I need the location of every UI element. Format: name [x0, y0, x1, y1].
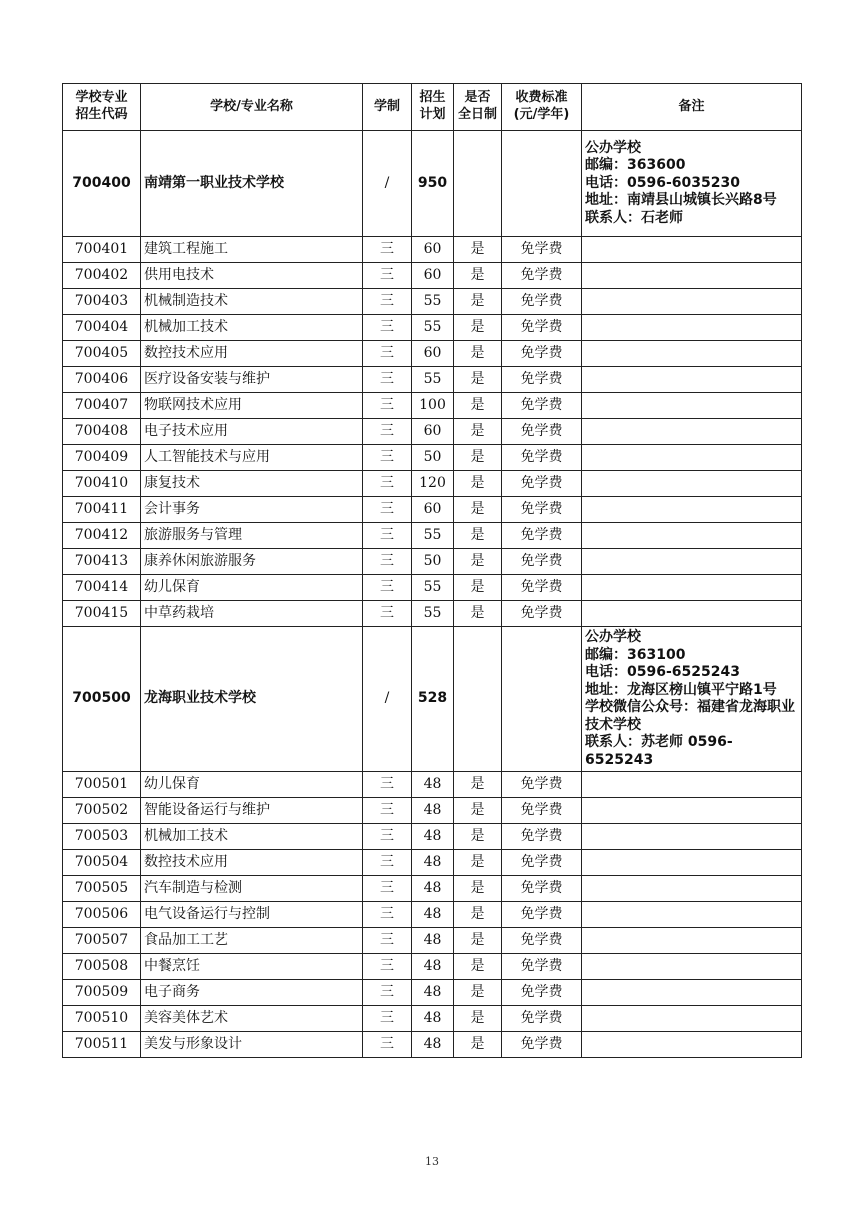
major-code: 700405 — [63, 341, 141, 367]
header-name: 学校/专业名称 — [141, 84, 363, 131]
major-remark — [582, 575, 802, 601]
major-code: 700507 — [63, 928, 141, 954]
major-plan: 55 — [412, 601, 454, 627]
major-plan: 48 — [412, 954, 454, 980]
major-fulltime: 是 — [454, 928, 502, 954]
major-name: 食品加工工艺 — [141, 928, 363, 954]
major-plan: 48 — [412, 798, 454, 824]
major-remark — [582, 824, 802, 850]
major-fee: 免学费 — [502, 575, 582, 601]
major-fee: 免学费 — [502, 1032, 582, 1058]
major-code: 700502 — [63, 798, 141, 824]
major-system: 三 — [363, 850, 412, 876]
major-name: 人工智能技术与应用 — [141, 445, 363, 471]
major-fulltime: 是 — [454, 902, 502, 928]
major-system: 三 — [363, 393, 412, 419]
major-code: 700401 — [63, 237, 141, 263]
major-code: 700403 — [63, 289, 141, 315]
major-fee: 免学费 — [502, 367, 582, 393]
major-plan: 48 — [412, 850, 454, 876]
major-name: 幼儿保育 — [141, 575, 363, 601]
major-remark — [582, 601, 802, 627]
remark-line: 地址：南靖县山城镇长兴路8号 — [585, 192, 777, 209]
major-name: 会计事务 — [141, 497, 363, 523]
major-code: 700501 — [63, 772, 141, 798]
major-system: 三 — [363, 575, 412, 601]
page-number: 13 — [425, 1155, 439, 1168]
major-remark — [582, 471, 802, 497]
major-fulltime: 是 — [454, 367, 502, 393]
major-plan: 48 — [412, 1032, 454, 1058]
major-system: 三 — [363, 237, 412, 263]
major-row — [63, 876, 802, 902]
school-name: 龙海职业技术学校 — [141, 627, 363, 772]
major-row — [63, 315, 802, 341]
major-fee: 免学费 — [502, 928, 582, 954]
major-row — [63, 367, 802, 393]
major-fee: 免学费 — [502, 876, 582, 902]
major-row — [63, 798, 802, 824]
major-plan: 50 — [412, 445, 454, 471]
major-plan: 48 — [412, 824, 454, 850]
major-row — [63, 289, 802, 315]
header-fulltime: 是否 全日制 — [454, 84, 502, 131]
major-fulltime: 是 — [454, 876, 502, 902]
major-remark — [582, 523, 802, 549]
major-system: 三 — [363, 289, 412, 315]
school-name: 南靖第一职业技术学校 — [141, 131, 363, 237]
major-fulltime: 是 — [454, 445, 502, 471]
major-system: 三 — [363, 824, 412, 850]
major-remark — [582, 263, 802, 289]
major-name: 医疗设备安装与维护 — [141, 367, 363, 393]
major-system: 三 — [363, 419, 412, 445]
major-fee: 免学费 — [502, 601, 582, 627]
major-remark — [582, 497, 802, 523]
major-fee: 免学费 — [502, 798, 582, 824]
major-row — [63, 824, 802, 850]
major-fulltime: 是 — [454, 419, 502, 445]
remark-line: 电话：0596-6035230 — [585, 174, 740, 191]
major-row — [63, 954, 802, 980]
major-fee: 免学费 — [502, 850, 582, 876]
remark-line: 地址：龙海区榜山镇平宁路1号 — [585, 681, 777, 698]
major-name: 供用电技术 — [141, 263, 363, 289]
major-fulltime: 是 — [454, 263, 502, 289]
major-remark — [582, 315, 802, 341]
major-remark — [582, 954, 802, 980]
major-row — [63, 471, 802, 497]
major-code: 700508 — [63, 954, 141, 980]
major-system: 三 — [363, 1006, 412, 1032]
major-name: 数控技术应用 — [141, 850, 363, 876]
major-name: 建筑工程施工 — [141, 237, 363, 263]
major-row — [63, 263, 802, 289]
major-remark — [582, 419, 802, 445]
major-row — [63, 549, 802, 575]
major-name: 幼儿保育 — [141, 772, 363, 798]
header-system: 学制 — [363, 84, 412, 131]
major-fee: 免学费 — [502, 902, 582, 928]
school-fulltime — [454, 627, 502, 772]
school-code: 700400 — [63, 131, 141, 237]
header-fee: 收费标准 (元/学年) — [502, 84, 582, 131]
major-name: 机械制造技术 — [141, 289, 363, 315]
major-name: 电子技术应用 — [141, 419, 363, 445]
major-remark — [582, 341, 802, 367]
major-plan: 60 — [412, 341, 454, 367]
major-row — [63, 902, 802, 928]
major-code: 700510 — [63, 1006, 141, 1032]
school-system: / — [363, 131, 412, 237]
major-system: 三 — [363, 315, 412, 341]
major-fulltime: 是 — [454, 393, 502, 419]
major-system: 三 — [363, 798, 412, 824]
major-code: 700404 — [63, 315, 141, 341]
major-plan: 100 — [412, 393, 454, 419]
major-fulltime: 是 — [454, 1032, 502, 1058]
major-code: 700409 — [63, 445, 141, 471]
major-system: 三 — [363, 876, 412, 902]
major-code: 700415 — [63, 601, 141, 627]
major-plan: 48 — [412, 772, 454, 798]
major-plan: 60 — [412, 263, 454, 289]
major-code: 700504 — [63, 850, 141, 876]
major-code: 700408 — [63, 419, 141, 445]
major-row — [63, 445, 802, 471]
major-system: 三 — [363, 1032, 412, 1058]
major-system: 三 — [363, 928, 412, 954]
major-fee: 免学费 — [502, 263, 582, 289]
major-name: 康养休闲旅游服务 — [141, 549, 363, 575]
major-row — [63, 341, 802, 367]
major-code: 700509 — [63, 980, 141, 1006]
major-code: 700506 — [63, 902, 141, 928]
school-plan: 950 — [412, 131, 454, 237]
major-fulltime: 是 — [454, 850, 502, 876]
major-fee: 免学费 — [502, 341, 582, 367]
major-row — [63, 980, 802, 1006]
major-fulltime: 是 — [454, 471, 502, 497]
major-row — [63, 1006, 802, 1032]
major-code: 700414 — [63, 575, 141, 601]
major-name: 中草药栽培 — [141, 601, 363, 627]
major-fulltime: 是 — [454, 549, 502, 575]
major-plan: 55 — [412, 367, 454, 393]
major-system: 三 — [363, 954, 412, 980]
major-row — [63, 497, 802, 523]
major-fee: 免学费 — [502, 393, 582, 419]
major-name: 康复技术 — [141, 471, 363, 497]
major-fulltime: 是 — [454, 237, 502, 263]
major-name: 汽车制造与检测 — [141, 876, 363, 902]
major-system: 三 — [363, 980, 412, 1006]
major-fulltime: 是 — [454, 772, 502, 798]
major-name: 智能设备运行与维护 — [141, 798, 363, 824]
major-plan: 60 — [412, 237, 454, 263]
major-system: 三 — [363, 601, 412, 627]
major-name: 电气设备运行与控制 — [141, 902, 363, 928]
major-fee: 免学费 — [502, 1006, 582, 1032]
remark-line: 邮编：363600 — [585, 157, 686, 174]
major-plan: 60 — [412, 419, 454, 445]
major-remark — [582, 798, 802, 824]
major-fee: 免学费 — [502, 980, 582, 1006]
major-row — [63, 575, 802, 601]
major-remark — [582, 367, 802, 393]
major-plan: 50 — [412, 549, 454, 575]
major-fee: 免学费 — [502, 523, 582, 549]
major-fee: 免学费 — [502, 237, 582, 263]
major-fulltime: 是 — [454, 341, 502, 367]
major-remark — [582, 549, 802, 575]
major-row — [63, 419, 802, 445]
major-fee: 免学费 — [502, 289, 582, 315]
major-remark — [582, 980, 802, 1006]
major-system: 三 — [363, 497, 412, 523]
major-fee: 免学费 — [502, 824, 582, 850]
school-system: / — [363, 627, 412, 772]
major-row — [63, 772, 802, 798]
major-system: 三 — [363, 772, 412, 798]
major-fee: 免学费 — [502, 549, 582, 575]
major-remark — [582, 928, 802, 954]
enrollment-table — [62, 83, 802, 1058]
major-fulltime: 是 — [454, 824, 502, 850]
remark-line: 公办学校 — [585, 629, 641, 645]
major-code: 700411 — [63, 497, 141, 523]
major-fulltime: 是 — [454, 575, 502, 601]
major-fulltime: 是 — [454, 601, 502, 627]
major-code: 700511 — [63, 1032, 141, 1058]
major-name: 旅游服务与管理 — [141, 523, 363, 549]
remark-line: 联系人：石老师 — [585, 209, 683, 226]
major-plan: 120 — [412, 471, 454, 497]
major-fee: 免学费 — [502, 772, 582, 798]
school-plan: 528 — [412, 627, 454, 772]
header-code: 学校专业 招生代码 — [63, 84, 141, 131]
major-row — [63, 850, 802, 876]
major-code: 700406 — [63, 367, 141, 393]
major-row — [63, 601, 802, 627]
major-system: 三 — [363, 445, 412, 471]
major-system: 三 — [363, 341, 412, 367]
major-system: 三 — [363, 471, 412, 497]
major-plan: 55 — [412, 315, 454, 341]
school-fee — [502, 627, 582, 772]
major-name: 物联网技术应用 — [141, 393, 363, 419]
major-row — [63, 928, 802, 954]
remark-line: 邮编：363100 — [585, 646, 686, 663]
major-system: 三 — [363, 902, 412, 928]
school-fulltime — [454, 131, 502, 237]
major-plan: 60 — [412, 497, 454, 523]
major-remark — [582, 289, 802, 315]
major-remark — [582, 237, 802, 263]
major-code: 700505 — [63, 876, 141, 902]
major-plan: 48 — [412, 1006, 454, 1032]
major-remark — [582, 1006, 802, 1032]
major-fee: 免学费 — [502, 445, 582, 471]
remark-line: 学校微信公众号：福建省龙海职业技术学校 — [585, 699, 795, 733]
major-row — [63, 523, 802, 549]
major-fulltime: 是 — [454, 497, 502, 523]
major-system: 三 — [363, 549, 412, 575]
major-fee: 免学费 — [502, 315, 582, 341]
major-system: 三 — [363, 263, 412, 289]
major-remark — [582, 1032, 802, 1058]
table-header — [63, 84, 802, 131]
major-code: 700412 — [63, 523, 141, 549]
remark-line: 联系人：苏老师 0596-6525243 — [585, 734, 733, 768]
major-fulltime: 是 — [454, 523, 502, 549]
major-plan: 55 — [412, 289, 454, 315]
major-name: 机械加工技术 — [141, 824, 363, 850]
school-row — [63, 131, 802, 237]
school-row — [63, 627, 802, 772]
school-remark — [582, 131, 802, 237]
major-code: 700410 — [63, 471, 141, 497]
major-fee: 免学费 — [502, 419, 582, 445]
major-plan: 48 — [412, 928, 454, 954]
major-name: 机械加工技术 — [141, 315, 363, 341]
major-remark — [582, 850, 802, 876]
school-code: 700500 — [63, 627, 141, 772]
major-plan: 55 — [412, 523, 454, 549]
major-remark — [582, 876, 802, 902]
school-fee — [502, 131, 582, 237]
major-remark — [582, 445, 802, 471]
major-plan: 48 — [412, 902, 454, 928]
major-fulltime: 是 — [454, 980, 502, 1006]
major-fulltime: 是 — [454, 315, 502, 341]
major-plan: 48 — [412, 980, 454, 1006]
major-name: 美发与形象设计 — [141, 1032, 363, 1058]
major-system: 三 — [363, 367, 412, 393]
major-fee: 免学费 — [502, 497, 582, 523]
major-plan: 55 — [412, 575, 454, 601]
major-fulltime: 是 — [454, 954, 502, 980]
major-system: 三 — [363, 523, 412, 549]
school-remark — [582, 627, 802, 772]
major-remark — [582, 393, 802, 419]
major-name: 美容美体艺术 — [141, 1006, 363, 1032]
major-fee: 免学费 — [502, 471, 582, 497]
remark-line: 公办学校 — [585, 139, 641, 156]
major-name: 电子商务 — [141, 980, 363, 1006]
major-fulltime: 是 — [454, 798, 502, 824]
major-remark — [582, 902, 802, 928]
major-code: 700402 — [63, 263, 141, 289]
major-code: 700413 — [63, 549, 141, 575]
major-fulltime: 是 — [454, 1006, 502, 1032]
major-remark — [582, 772, 802, 798]
major-name: 中餐烹饪 — [141, 954, 363, 980]
major-fulltime: 是 — [454, 289, 502, 315]
major-row — [63, 393, 802, 419]
major-plan: 48 — [412, 876, 454, 902]
major-code: 700407 — [63, 393, 141, 419]
header-remark: 备注 — [582, 84, 802, 131]
header-plan: 招生 计划 — [412, 84, 454, 131]
remark-line: 电话：0596-6525243 — [585, 664, 740, 680]
major-row — [63, 1032, 802, 1058]
major-row — [63, 237, 802, 263]
major-code: 700503 — [63, 824, 141, 850]
major-fee: 免学费 — [502, 954, 582, 980]
major-name: 数控技术应用 — [141, 341, 363, 367]
table-body — [63, 131, 802, 1058]
